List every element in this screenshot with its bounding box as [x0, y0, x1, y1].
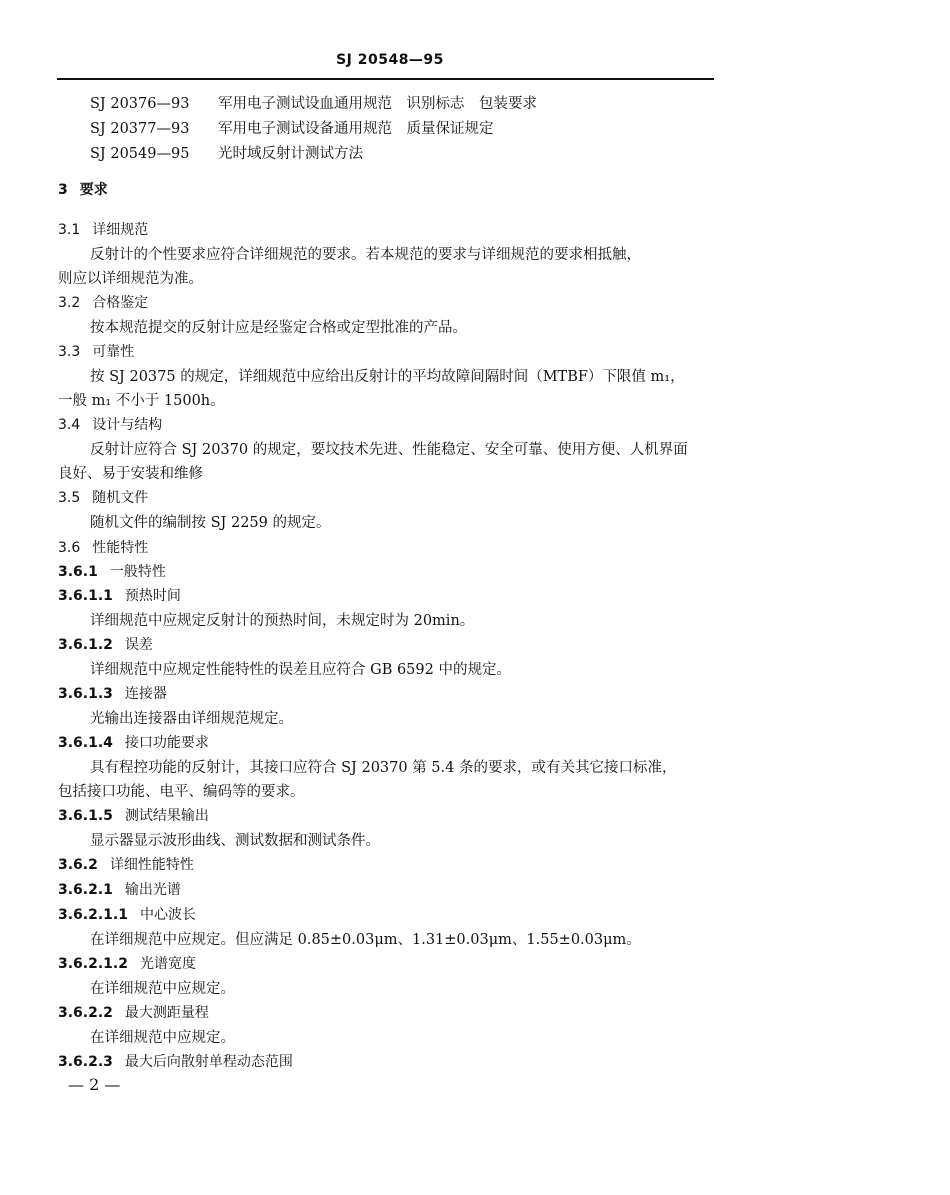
- body-text: 在详细规范中应规定。: [90, 981, 235, 997]
- body-text: 反射计应符合 SJ 20370 的规定，要坟技术先进、性能稳定、安全可靠、使用方便、人机界面: [90, 442, 688, 458]
- reference-title: 军用电子测试设血通用规范 识别标志 包装要求: [218, 96, 537, 112]
- reference-title: 军用电子测试设备通用规范 质量保证规定: [218, 121, 494, 137]
- body-text: 随机文件的编制按 SJ 2259 的规定。: [90, 515, 331, 531]
- section-heading: 3.6.1.3 连接器: [58, 686, 167, 702]
- section-heading: 3.6.1.2 误差: [58, 637, 153, 653]
- body-text: 在详细规范中应规定。: [90, 1030, 235, 1046]
- section-heading: 3.6.2.1.1 中心波长: [58, 907, 196, 923]
- section-heading: 3.6 性能特性: [58, 540, 149, 556]
- page-number: — 2 —: [68, 1075, 121, 1094]
- body-text: 良好、易于安装和维修: [58, 466, 203, 482]
- body-text: 包括接口功能、电平、编码等的要求。: [58, 784, 305, 800]
- body-text: 详细规范中应规定反射计的预热时间，未规定时为 20min。: [90, 613, 475, 629]
- body-text: 一般 m₁ 不小于 1500h。: [58, 393, 225, 409]
- section-heading: 3.6.1.1 预热时间: [58, 588, 181, 604]
- body-text: 具有程控功能的反射计，其接口应符合 SJ 20370 第 5.4 条的要求，或有关其它接口标准，: [90, 760, 677, 776]
- body-text: 光输出连接器由详细规范规定。: [90, 711, 293, 727]
- body-text: 反射计的个性要求应符合详细规范的要求。若本规范的要求与详细规范的要求相抵触，: [90, 247, 641, 263]
- section-heading: 3.2 合格鉴定: [58, 295, 149, 311]
- reference-code: SJ 20376—93: [90, 96, 190, 112]
- body-text: 显示器显示波形曲线、测试数据和测试条件。: [90, 833, 380, 849]
- section-heading: 3.1 详细规范: [58, 222, 149, 238]
- reference-item: [90, 94, 537, 114]
- body-text: 详细规范中应规定性能特性的误差且应符合 GB 6592 中的规定。: [90, 662, 511, 678]
- section-heading: 3.3 可靠性: [58, 344, 135, 360]
- header-rule: [57, 78, 714, 80]
- section-heading: 3.4 设计与结构: [58, 417, 163, 433]
- reference-code: SJ 20377—93: [90, 121, 190, 137]
- section-heading: 3.6.2.2 最大测距量程: [58, 1005, 209, 1021]
- section-heading: 3.6.2.1 输出光谱: [58, 882, 181, 898]
- body-text: 在详细规范中应规定。但应满足 0.85±0.03μm、1.31±0.03μm、1.55±0.03μm。: [90, 932, 641, 948]
- body-text: 按本规范提交的反射计应是经鉴定合格或定型批准的产品。: [90, 320, 467, 336]
- body-text: 则应以详细规范为准。: [58, 271, 203, 287]
- section-heading: 3 要求: [58, 182, 108, 198]
- section-heading: 3.6.1 一般特性: [58, 564, 166, 580]
- section-heading: 3.6.2.1.2 光谱宽度: [58, 956, 196, 972]
- section-heading: 3.6.2 详细性能特性: [58, 857, 194, 873]
- reference-item: [90, 119, 494, 139]
- reference-code: SJ 20549—95: [90, 146, 190, 162]
- section-heading: 3.6.1.5 测试结果输出: [58, 808, 209, 824]
- section-heading: 3.6.2.3 最大后向散射单程动态范围: [58, 1054, 293, 1070]
- section-heading: 3.6.1.4 接口功能要求: [58, 735, 209, 751]
- reference-title: 光时域反射计测试方法: [218, 146, 363, 162]
- section-heading: 3.5 随机文件: [58, 490, 149, 506]
- reference-item: [90, 144, 363, 164]
- body-text: 按 SJ 20375 的规定，详细规范中应给出反射计的平均故障间隔时间（MTBF）下限值 m₁，: [90, 369, 685, 385]
- page-header-doc-id: SJ 20548—95: [336, 52, 444, 68]
